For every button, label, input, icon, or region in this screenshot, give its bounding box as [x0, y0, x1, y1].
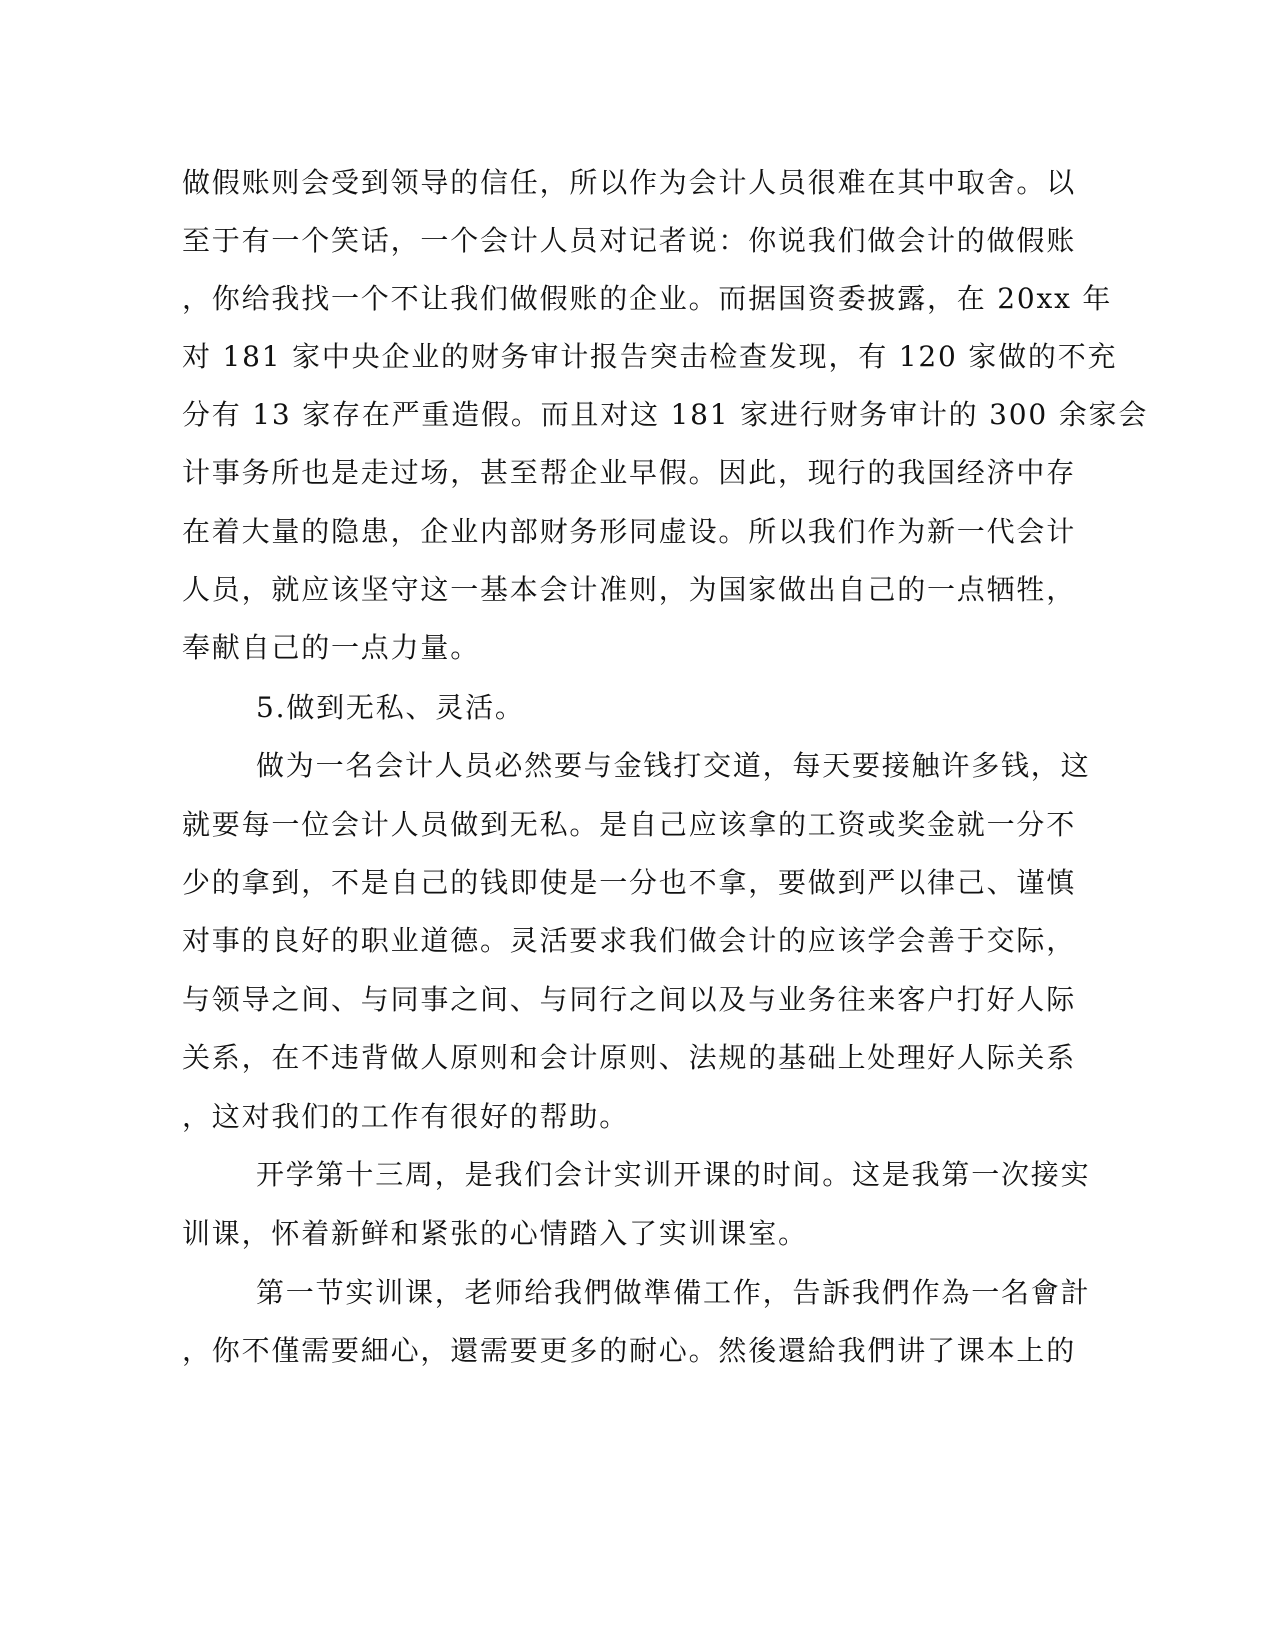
- paragraph-line: 分有 13 家存在严重造假。而且对这 181 家进行财务审计的 300 余家会: [182, 398, 1149, 431]
- paragraph-line: 开学第十三周，是我们会计实训开课的时间。这是我第一次接实: [256, 1158, 1091, 1191]
- paragraph-line: ，这对我们的工作有很好的帮助。: [182, 1100, 630, 1133]
- paragraph-line: 奉献自己的一点力量。: [182, 631, 481, 664]
- section-heading: 5.做到无私、灵活。: [256, 691, 525, 724]
- paragraph-line: 计事务所也是走过场，甚至帮企业早假。因此，现行的我国经济中存: [182, 456, 1077, 489]
- paragraph-line: 第一节实训课，老师给我們做準備工作，告訴我們作為一名會計: [256, 1276, 1091, 1309]
- paragraph-line: 至于有一个笑话，一个会计人员对记者说：你说我们做会计的做假账: [182, 224, 1077, 257]
- paragraph-line: 做为一名会计人员必然要与金钱打交道，每天要接触许多钱，这: [256, 749, 1091, 782]
- paragraph-line: 对 181 家中央企业的财务审计报告突击检查发现，有 120 家做的不充: [182, 340, 1118, 373]
- paragraph-line: 少的拿到，不是自己的钱即使是一分也不拿，要做到严以律己、谨慎: [182, 866, 1077, 899]
- paragraph-line: 就要每一位会计人员做到无私。是自己应该拿的工资或奖金就一分不: [182, 808, 1077, 841]
- paragraph-line: 对事的良好的职业道德。灵活要求我们做会计的应该学会善于交际，: [182, 924, 1077, 957]
- paragraph-line: 在着大量的隐患，企业内部财务形同虚设。所以我们作为新一代会计: [182, 515, 1077, 548]
- paragraph-line: 做假账则会受到领导的信任，所以作为会计人员很难在其中取舍。以: [182, 166, 1077, 199]
- paragraph-line: 关系，在不违背做人原则和会计原则、法规的基础上处理好人际关系: [182, 1041, 1077, 1074]
- paragraph-line: 人员，就应该坚守这一基本会计准则，为国家做出自己的一点牺牲，: [182, 573, 1077, 606]
- paragraph-line: 训课，怀着新鲜和紧张的心情踏入了实训课室。: [182, 1217, 808, 1250]
- paragraph-line: ，你给我找一个不让我们做假账的企业。而据国资委披露，在 20xx 年: [182, 282, 1113, 315]
- paragraph-line: 与领导之间、与同事之间、与同行之间以及与业务往来客户打好人际: [182, 983, 1077, 1016]
- paragraph-line: ，你不僅需要細心，還需要更多的耐心。然後還給我們讲了课本上的: [182, 1334, 1077, 1367]
